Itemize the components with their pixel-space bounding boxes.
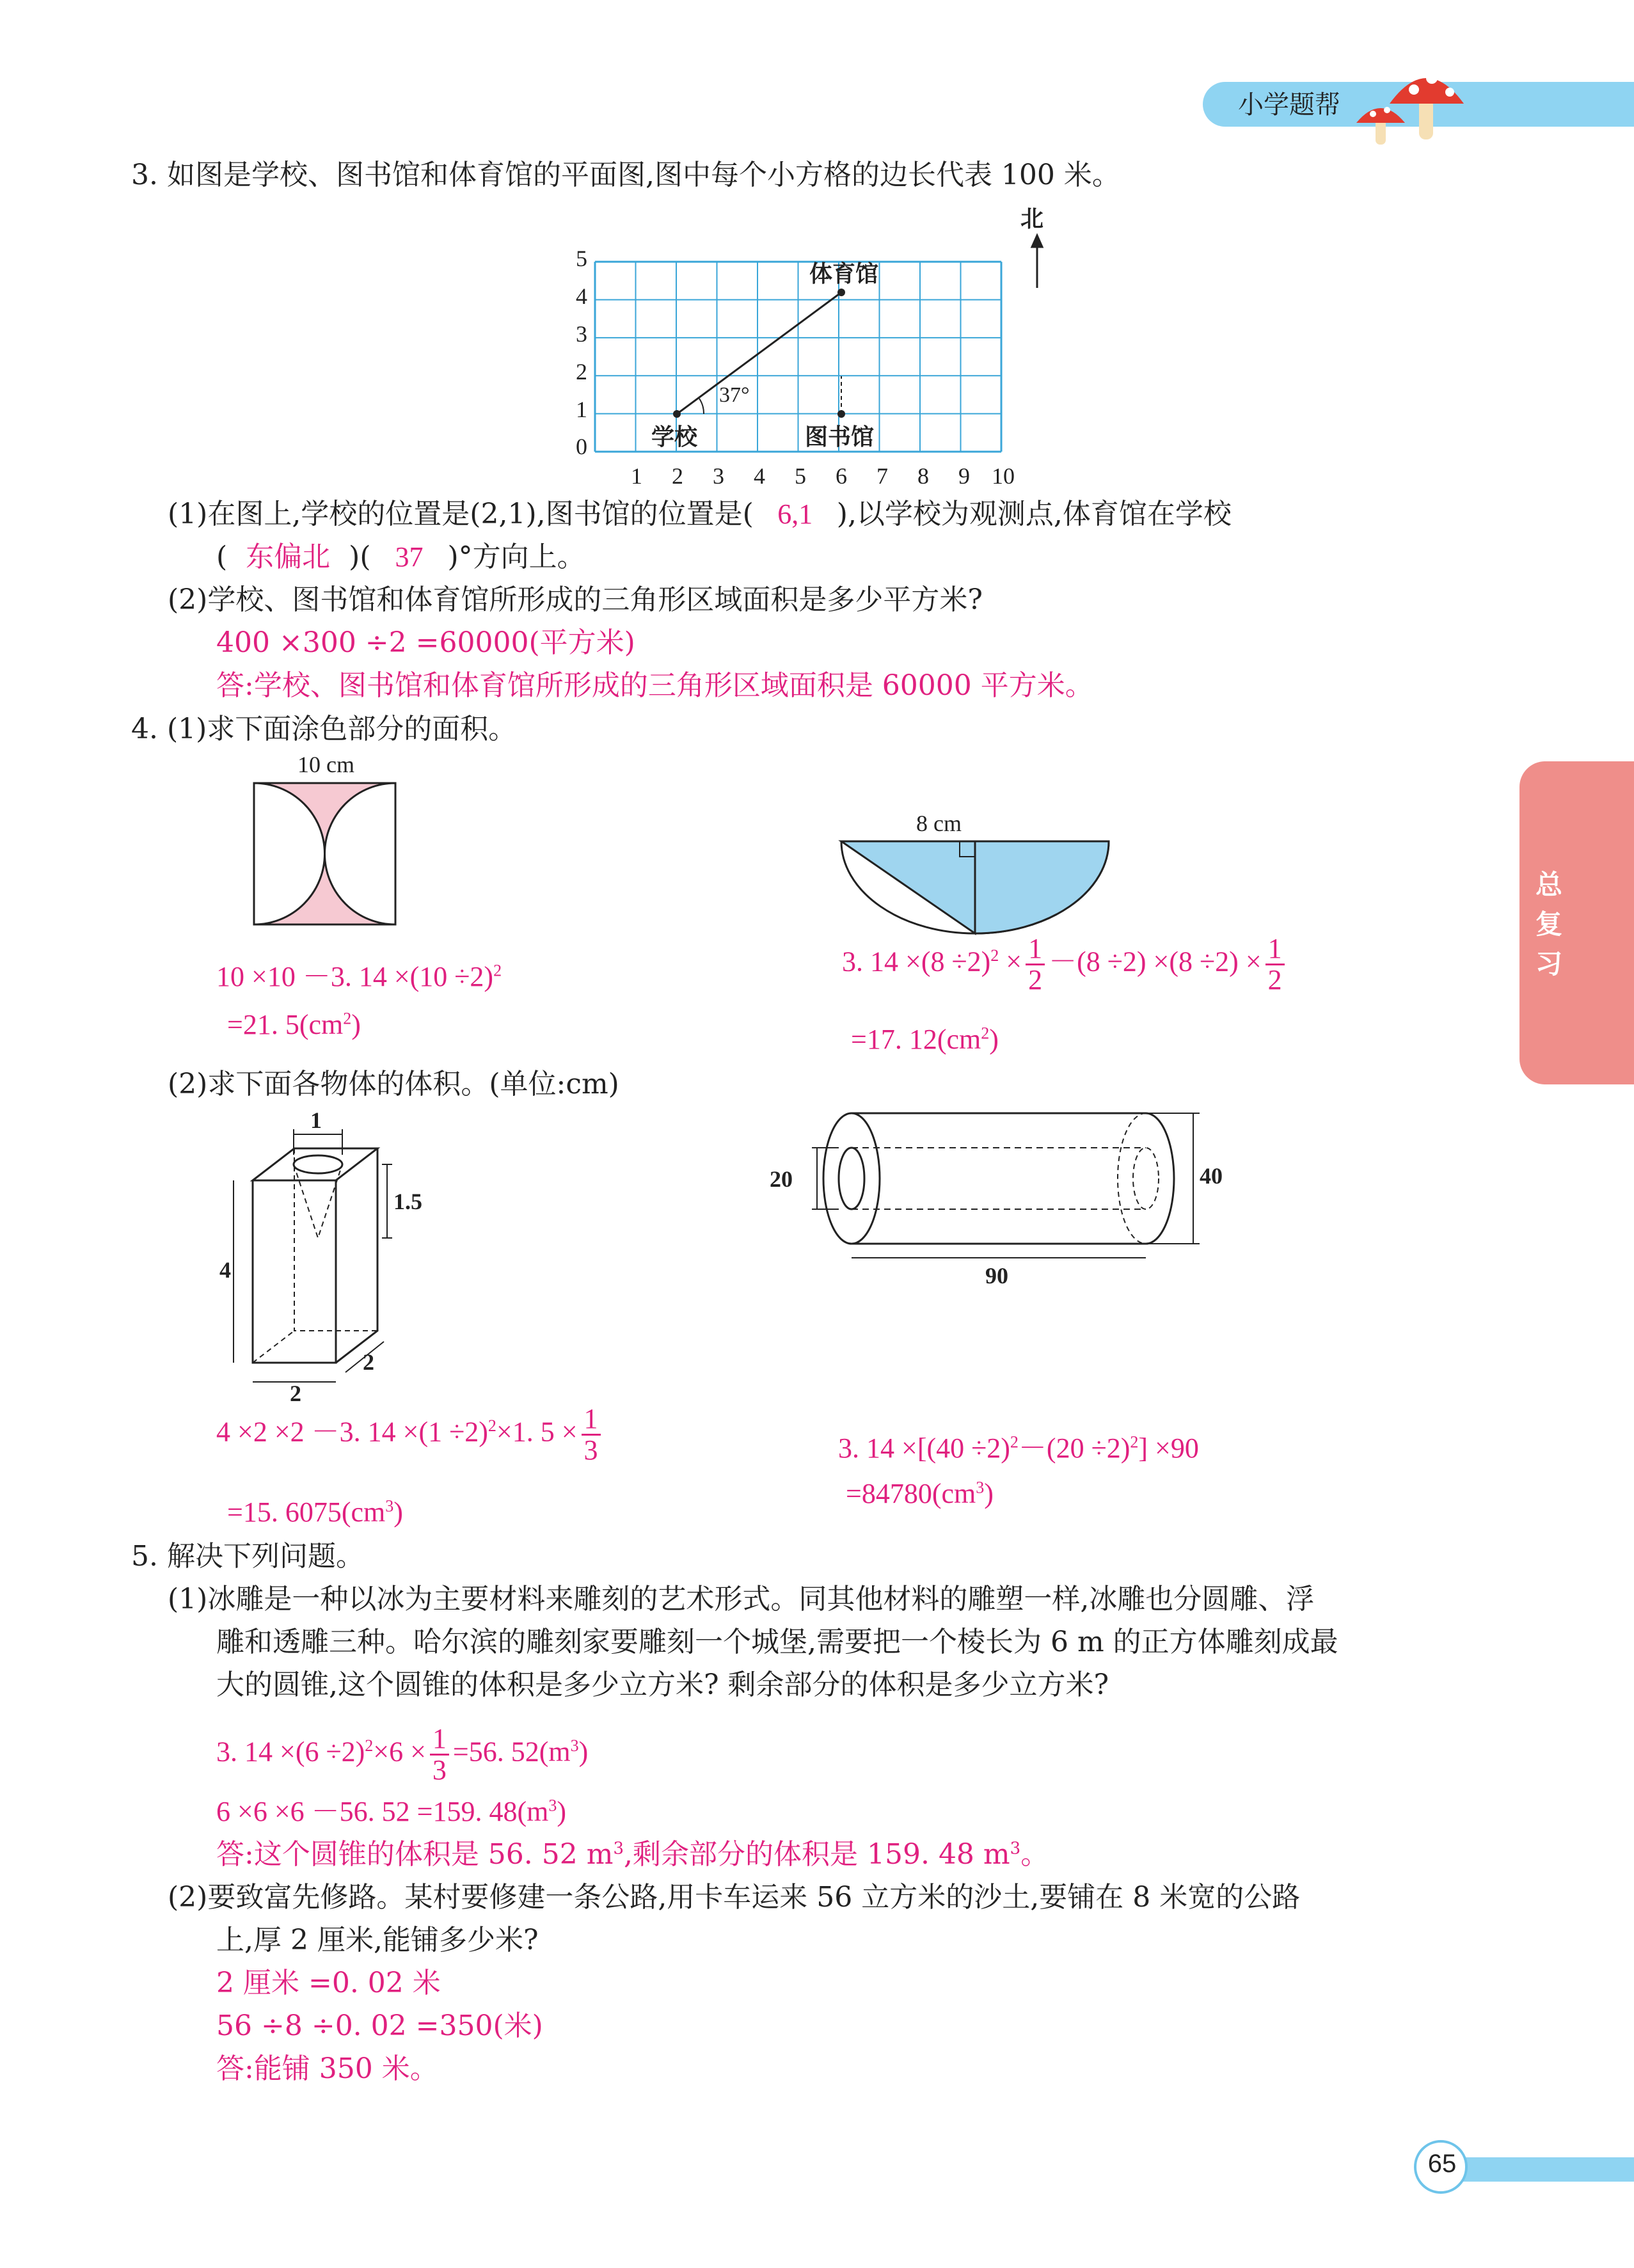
q3-p1-text-e: )°方向上。	[447, 541, 585, 573]
fig-c-sup: 2	[488, 1416, 496, 1435]
angle-arc	[699, 399, 704, 414]
q5-p2-line2: 上,厚 2 厘米,能铺多少米?	[216, 1924, 539, 1956]
fig-a-calc-2	[227, 1006, 361, 1044]
fig-d-calc-1a: 3. 14 ×[(40 ÷2)	[838, 1432, 1010, 1464]
fig-c-calc-1b: ×1. 5 ×	[496, 1416, 578, 1448]
answer-angle: 37	[395, 541, 424, 573]
fig-b-calc-2-close: )	[989, 1024, 999, 1055]
fig-d-sup-a: 2	[1010, 1432, 1019, 1452]
y-tick-1: 1	[576, 397, 587, 422]
answer-library-position: 6,1	[777, 498, 813, 530]
x-tick-4: 4	[754, 463, 765, 489]
q5-p1-ans-b: ,剩余部分的体积是 159. 48 m	[624, 1838, 1010, 1871]
x-tick-3: 3	[713, 463, 724, 489]
side-tab-char-3: 习	[1535, 948, 1563, 979]
fig-b-label: 8 cm	[916, 811, 962, 836]
fig-d-inner: 20	[770, 1166, 793, 1192]
fig-d-sup-b: 2	[1130, 1432, 1139, 1452]
q3-p2-question: (2)学校、图书馆和体育馆所形成的三角形区域面积是多少平方米?	[168, 583, 983, 616]
y-tick-4: 4	[576, 283, 587, 309]
x-tick-5: 5	[795, 463, 806, 489]
y-tick-0: 0	[576, 434, 587, 459]
q5-p1-calc-2	[216, 1793, 566, 1831]
fig-c-calc-2	[227, 1493, 403, 1532]
x-tick-2: 2	[672, 463, 683, 489]
library-label: 图书馆	[805, 424, 875, 450]
q5-p1-answer	[216, 1836, 1049, 1874]
fig-b-calc-2-sup: 2	[981, 1024, 990, 1043]
fraction-third-a	[582, 1404, 601, 1465]
fig-c-calc-2-text: =15. 6075(cm	[227, 1496, 386, 1528]
q5-p1-ans-sup-b: 3	[1010, 1839, 1021, 1859]
page-number: 65	[1427, 2150, 1457, 2178]
fig-b-calc-1b: ×	[1006, 946, 1022, 978]
x-tick-6: 6	[836, 463, 847, 489]
gym-line	[677, 292, 841, 414]
fig-d-calc-1	[838, 1429, 1199, 1468]
fig-b-calc-1	[842, 934, 1289, 995]
q5-p2-line1: (2)要致富先修路。某村要修建一条公路,用卡车运来 56 立方米的沙土,要铺在 8 米宽的公路	[168, 1881, 1301, 1914]
x-tick-8: 8	[917, 463, 929, 489]
side-tab-char-2: 复	[1535, 908, 1563, 940]
q3-p2-calc: 400 ×300 ÷2 =60000(平方米)	[216, 626, 635, 659]
q5-stem: 5. 解决下列问题。	[131, 1540, 364, 1573]
fig-a-square	[253, 782, 400, 929]
grid-lines	[595, 262, 1001, 452]
fraction-half-b	[1265, 934, 1285, 995]
y-tick-2: 2	[576, 359, 587, 385]
fraction-third-b	[430, 1724, 449, 1785]
fig-c-calc-1	[216, 1404, 605, 1465]
fig-b-calc-1a: 3. 14 ×(8 ÷2)	[842, 946, 991, 978]
fig-c-calc-2-close: )	[393, 1496, 403, 1528]
x-tick-1: 1	[631, 463, 642, 489]
fig-c-height: 4	[219, 1257, 231, 1283]
q5-p1-ans-sup-a: 3	[613, 1839, 624, 1859]
q5-p1-calc-1b: ×6 ×	[373, 1736, 426, 1768]
q5-p1-calc-1a: 3. 14 ×(6 ÷2)	[216, 1736, 365, 1768]
fig-a-calc-1	[216, 958, 502, 996]
fig-d-calc-1b: －(20 ÷2)	[1018, 1432, 1130, 1464]
answer-direction: 东偏北	[246, 541, 331, 573]
q3-grid-figure	[557, 198, 1068, 499]
fig-b-calc-2-text: =17. 12(cm	[851, 1024, 981, 1055]
fig-d-calc-2-sup: 3	[976, 1478, 985, 1497]
frac-num: 1	[1026, 934, 1045, 965]
fig-c-calc-2-sup: 3	[385, 1496, 394, 1516]
fig-a-calc-2-tail: )	[351, 1009, 361, 1040]
mushroom-icon	[1350, 59, 1465, 148]
q5-p1-line3: 大的圆锥,这个圆锥的体积是多少立方米? 剩余部分的体积是多少立方米?	[216, 1669, 1109, 1701]
fig-a-calc-2-sup: 2	[343, 1009, 352, 1028]
q5-p1-ans-c: 。	[1020, 1838, 1049, 1871]
q3-p1-line2	[216, 538, 585, 576]
fig-c-calc-1a: 4 ×2 ×2 －3. 14 ×(1 ÷2)	[216, 1416, 488, 1448]
side-tab-char-1: 总	[1535, 869, 1563, 900]
header-brand: 小学题帮	[1238, 90, 1340, 120]
fig-a-calc-1-sup: 2	[493, 961, 502, 980]
x-tick-7: 7	[876, 463, 888, 489]
gym-label: 体育馆	[809, 261, 879, 287]
fraction-half-a	[1026, 934, 1045, 995]
q4-stem: 4. (1)求下面涂色部分的面积。	[131, 713, 517, 745]
y-tick-5: 5	[576, 246, 587, 271]
fig-b-calc-2	[851, 1020, 999, 1059]
q5-p1-line2: 雕和透雕三种。哈尔滨的雕刻家要雕刻一个城堡,需要把一个棱长为 6 m 的正方体雕刻成最	[216, 1626, 1338, 1658]
q3-p1-line1	[168, 495, 1232, 534]
fig-c-width: 2	[290, 1381, 301, 1406]
school-label: 学校	[651, 424, 698, 450]
q5-p1-sup: 2	[365, 1736, 374, 1755]
fig-a-calc-2-text: =21. 5(cm	[227, 1009, 344, 1040]
q3-p1-text-a: (1)在图上,学校的位置是(2,1),图书馆的位置是(	[168, 498, 754, 530]
frac-num: 1	[1265, 934, 1285, 965]
q5-p2-calc-2: 56 ÷8 ÷0. 02 =350(米)	[216, 2010, 543, 2042]
q5-p1-ans-a: 答:这个圆锥的体积是 56. 52 m	[216, 1838, 614, 1871]
frac-den: 2	[1267, 964, 1282, 995]
q5-p1-calc-2-sup: 3	[548, 1796, 557, 1815]
q5-p1-line1: (1)冰雕是一种以冰为主要材料来雕刻的艺术形式。同其他材料的雕塑一样,冰雕也分圆雕、浮	[168, 1583, 1315, 1615]
q5-p1-sup3: 3	[570, 1736, 579, 1755]
frac-num: 1	[430, 1724, 449, 1756]
q4-p2-stem: (2)求下面各物体的体积。(单位:cm)	[168, 1068, 619, 1100]
frac-den: 3	[583, 1434, 598, 1466]
q3-stem: 3. 如图是学校、图书馆和体育馆的平面图,图中每个小方格的边长代表 100 米。	[131, 159, 1120, 191]
fig-d-outer: 40	[1200, 1163, 1223, 1189]
q5-p1-calc-1c: =56. 52(m	[452, 1736, 571, 1768]
north-label: 北	[1020, 206, 1044, 232]
q5-p1-calc-1	[216, 1724, 588, 1785]
fig-a-calc-1-text: 10 ×10 －3. 14 ×(10 ÷2)	[216, 961, 494, 992]
frac-num: 1	[582, 1404, 601, 1436]
fig-c-prism	[214, 1107, 432, 1406]
frac-den: 3	[432, 1754, 447, 1786]
fig-d-length: 90	[985, 1263, 1008, 1289]
y-tick-3: 3	[576, 321, 587, 347]
q5-p1-calc-2-close: )	[557, 1796, 566, 1827]
frac-den: 2	[1028, 964, 1043, 995]
fig-b-calc-1c: －(8 ÷2) ×(8 ÷2) ×	[1049, 946, 1262, 978]
q3-p2-answer: 答:学校、图书馆和体育馆所形成的三角形区域面积是 60000 平方米。	[216, 669, 1093, 702]
fig-c-top: 1	[310, 1107, 322, 1133]
angle-label: 37°	[719, 383, 750, 407]
q5-p1-calc-2-text: 6 ×6 ×6 －56. 52 =159. 48(m	[216, 1796, 549, 1827]
fig-c-depth: 1.5	[393, 1189, 422, 1214]
q3-p1-text-b: ),以学校为观测点,体育馆在学校	[836, 498, 1232, 530]
q5-p1-close: )	[578, 1736, 589, 1768]
fig-c-side: 2	[363, 1349, 374, 1375]
fig-d-tube	[765, 1100, 1223, 1292]
fig-d-calc-2	[846, 1475, 994, 1513]
q3-p1-text-d: )(	[349, 541, 371, 573]
fig-b-sup: 2	[990, 946, 999, 965]
fig-d-calc-2-text: =84780(cm	[846, 1478, 976, 1509]
x-tick-10: 10	[992, 463, 1015, 489]
q3-p1-text-c: (	[216, 541, 228, 573]
q5-p2-answer: 答:能铺 350 米。	[216, 2052, 438, 2085]
q5-p2-calc-1: 2 厘米 =0. 02 米	[216, 1967, 441, 1999]
fig-d-calc-1c: ] ×90	[1138, 1432, 1199, 1464]
fig-d-calc-2-close: )	[984, 1478, 994, 1509]
fig-b-semicircle	[838, 838, 1113, 940]
x-tick-9: 9	[958, 463, 970, 489]
fig-a-label: 10 cm	[297, 752, 354, 777]
